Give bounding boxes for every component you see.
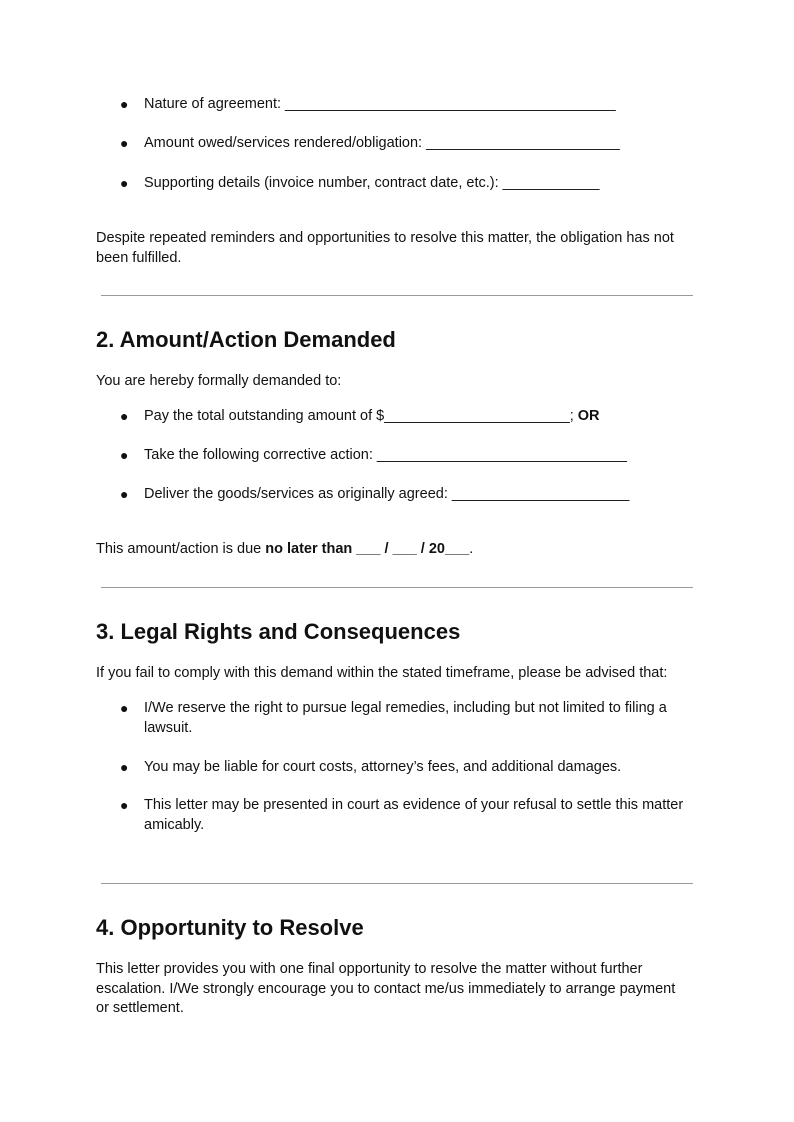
bullet-nature-of-agreement xyxy=(120,95,704,115)
section4-paragraph: This letter provides you with one final opportunity to resolve the matter without further escalation. I/We strongly encourage you to contact me/us immediately to arrange payment or settlement. xyxy=(96,961,676,1016)
section3-intro: If you fail to comply with this demand within the stated timeframe, please be advised that: xyxy=(96,665,668,681)
bullet-text: This letter may be presented in court as evidence of your refusal to settle this matter amicably. xyxy=(144,797,684,833)
bullet-icon: ● xyxy=(120,408,129,424)
bullet-icon: ● xyxy=(120,797,129,813)
bullet-deliver-goods xyxy=(120,485,704,505)
bullet-court-costs xyxy=(120,758,704,778)
bullet-supporting-details xyxy=(120,174,704,194)
bullet-text: You may be liable for court costs, attorney’s fees, and additional damages. xyxy=(144,759,622,775)
bullet-icon: ● xyxy=(120,135,129,151)
bullet-text: Supporting details (invoice number, contract date, etc.): ____________ xyxy=(144,175,600,191)
bullet-amount-owed xyxy=(120,134,704,154)
due-date-blank: no later than ___ / ___ / 20___ xyxy=(265,541,470,557)
or-label: OR xyxy=(577,408,600,424)
bullet-text: Take the following corrective action: _______________________________ xyxy=(144,447,627,463)
section2-intro: You are hereby formally demanded to: xyxy=(96,373,342,389)
bullet-pay-amount xyxy=(120,407,704,427)
bullet-icon: ● xyxy=(120,96,129,112)
paragraph-unfulfilled: Despite repeated reminders and opportunities to resolve this matter, the obligation has not been fulfilled. xyxy=(96,230,674,266)
section-heading-2: 2. Amount/Action Demanded xyxy=(96,327,396,352)
bullet-legal-remedies xyxy=(120,699,684,738)
due-suffix: . xyxy=(469,541,474,557)
due-prefix: This amount/action is due xyxy=(96,541,266,557)
due-date-line xyxy=(96,540,473,560)
section-heading-3: 3. Legal Rights and Consequences xyxy=(96,619,461,644)
bullet-text: I/We reserve the right to pursue legal remedies, including but not limited to filing a lawsuit. xyxy=(144,700,667,736)
divider xyxy=(101,587,693,588)
divider xyxy=(101,883,693,884)
bullet-corrective-action xyxy=(120,446,704,466)
bullet-text: Pay the total outstanding amount of $_______________________; xyxy=(144,408,578,424)
bullet-text: Deliver the goods/services as originally agreed: ______________________ xyxy=(144,486,630,502)
divider xyxy=(101,295,693,296)
bullet-icon: ● xyxy=(120,700,129,716)
bullet-evidence xyxy=(120,796,694,835)
section-heading-4: 4. Opportunity to Resolve xyxy=(96,915,364,940)
bullet-text: Nature of agreement: _________________________________________ xyxy=(144,96,616,112)
bullet-icon: ● xyxy=(120,759,129,775)
bullet-icon: ● xyxy=(120,175,129,191)
bullet-text: Amount owed/services rendered/obligation: ________________________ xyxy=(144,135,620,151)
bullet-icon: ● xyxy=(120,486,129,502)
bullet-icon: ● xyxy=(120,447,129,463)
